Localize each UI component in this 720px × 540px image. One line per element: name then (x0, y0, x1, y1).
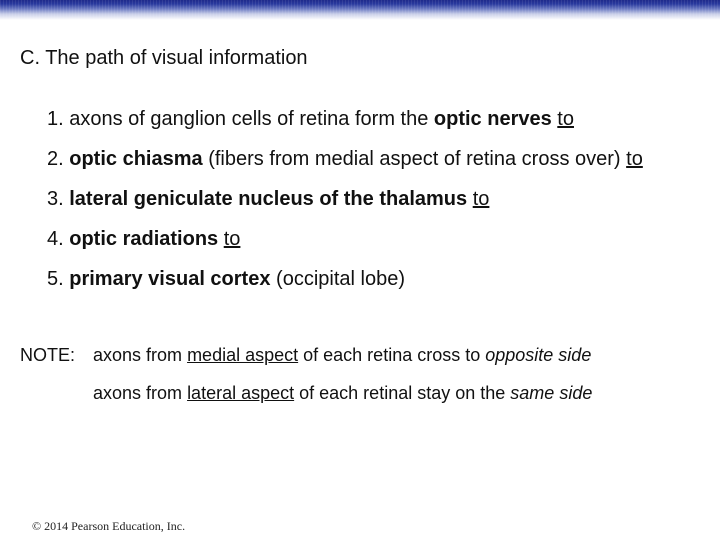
step-item-4 (47, 227, 240, 251)
step-term: primary visual cortex (69, 268, 271, 290)
note-underlined-term: medial aspect (187, 345, 299, 365)
step-connector: to (472, 188, 490, 210)
step-connector: to (626, 148, 643, 170)
step-term: lateral geniculate nucleus of the thalamus (69, 188, 468, 210)
step-number: 4. (47, 228, 64, 250)
step-connector: to (557, 108, 574, 130)
step-item-2 (47, 147, 643, 171)
step-term: optic chiasma (69, 148, 203, 170)
note-text: of each retina cross to (303, 345, 481, 365)
note-text: axons from (93, 345, 183, 365)
step-connector: to (223, 228, 241, 250)
note-text: axons from (93, 383, 183, 403)
note-emphasis: opposite side (485, 345, 592, 365)
section-heading: C. The path of visual information (20, 47, 308, 69)
top-decorative-band (0, 0, 720, 20)
note-line-1 (93, 344, 591, 366)
note-text: of each retinal stay on the (299, 383, 506, 403)
step-detail: (fibers from medial aspect of retina cross over) (208, 148, 621, 170)
note-line-2 (93, 382, 592, 404)
step-number: 3. (47, 188, 64, 210)
note-emphasis: same side (510, 383, 593, 403)
step-number: 1. (47, 108, 64, 130)
step-number: 5. (47, 268, 64, 290)
step-item-5 (47, 267, 405, 291)
step-detail: (occipital lobe) (276, 268, 405, 290)
step-term: optic nerves (433, 108, 552, 130)
step-number: 2. (47, 148, 64, 170)
note-label: NOTE: (20, 345, 76, 365)
step-term: optic radiations (69, 228, 219, 250)
step-text: axons of ganglion cells of retina form the (69, 108, 429, 130)
note-underlined-term: lateral aspect (187, 383, 295, 403)
step-item-3 (47, 187, 489, 211)
copyright-notice: © 2014 Pearson Education, Inc. (32, 519, 186, 533)
step-item-1 (47, 107, 574, 131)
